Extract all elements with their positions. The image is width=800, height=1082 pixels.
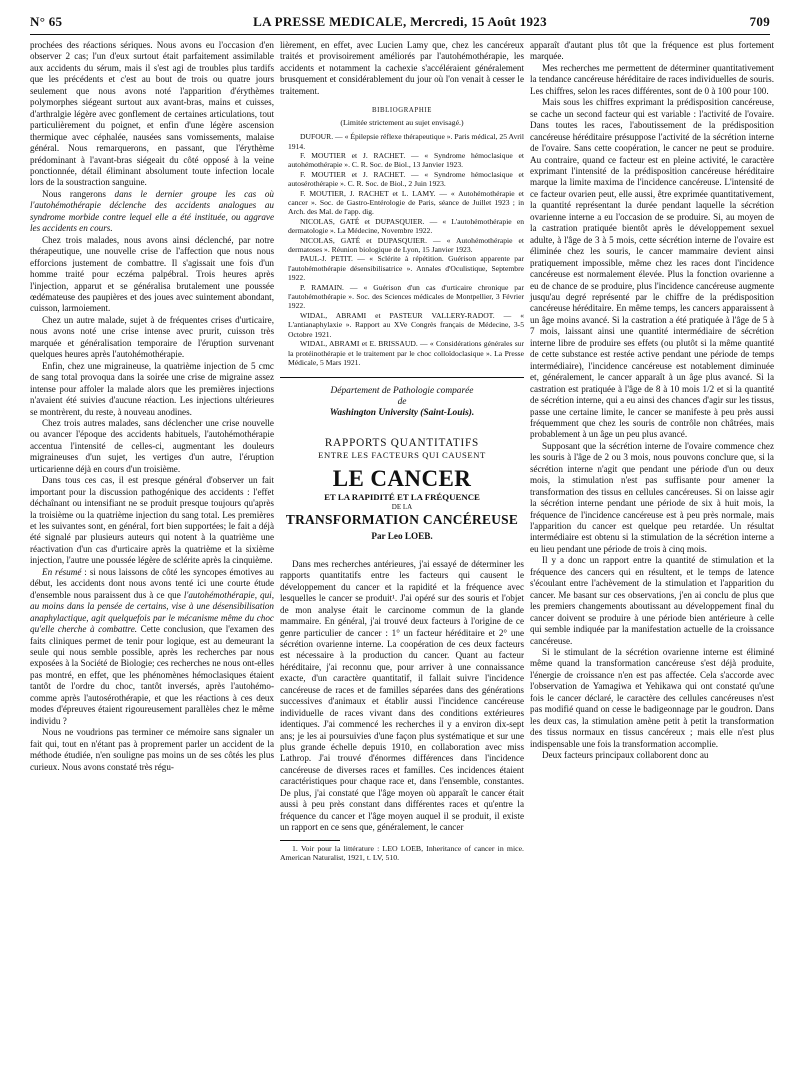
header-rule <box>30 34 770 35</box>
paragraph: Nous ne voudrions pas terminer ce mémoire sans signaler un fait qui, tout en n'étant pas à proprement parler un accident de la méthode étudiée, n'en souligne pas moins un de ses côtés les plus curieux. Nous avons constaté très régu- <box>30 727 274 772</box>
bibliography-entry: WIDAL, ABRAMI et E. BRISSAUD. — « Considérations générales sur la protéinothérapie et le traitement par le choc colloïdoclasique ». La Presse Médicale, 5 Mars 1921. <box>288 339 524 367</box>
bibliography-entry: NICOLAS, GATÉ et DUPASQUIER. — « L'autohémothérapie en dermatologie ». La Médecine, Novembre 1922. <box>288 216 524 236</box>
paragraph: Mes recherches me permettent de déterminer quantitativement la tendance cancéreuse héréditaire de races individuelles de souris. Les chiffres, selon les races différentes, sont de 0 à 100 pour 100. <box>530 62 774 96</box>
article-title-line: ET LA RAPIDITÉ ET LA FRÉQUENCE <box>324 492 480 503</box>
bibliography-entry: F. MOUTIER et J. RACHET. — « Syndrome hémoclasique et autohémothérapie ». C. R. Soc. de Biol., 13 Janvier 1923. <box>288 150 524 170</box>
article-author: Par Leo LOEB. <box>371 531 433 542</box>
bibliography-title: BIBLIOGRAPHIE <box>372 107 432 115</box>
article-title-line: RAPPORTS QUANTITATIFS <box>324 437 480 450</box>
bibliography-entry: F. MOUTIER, J. RACHET et L. LAMY. — « Autohémothérapie et cancer ». Soc. de Gastro-Entérologie de Paris, séance de Juillet 1923 ; in Arch. des Mal. de l'app. dig. <box>288 188 524 217</box>
department-heading <box>280 386 524 419</box>
footnote-rule <box>280 840 340 841</box>
column-2 <box>280 40 524 862</box>
department-line: Département de Pathologie comparée <box>330 386 474 397</box>
department-line: Washington University (Saint-Louis). <box>329 408 475 419</box>
bibliography-entry: F. MOUTIER et J. RACHET. — « Syndrome hémoclasique et autosérothérapie ». C. R. Soc. de Biol., 2 Juin 1923. <box>288 169 524 189</box>
italic-run: En résumé <box>42 566 82 577</box>
text-run: Cette conclusion, que l'examen des faits cliniques permet de tenir pour logique, est au demeurant la seule qui nous semble possible, après les recherches par nous exposées à la Société de Biologie; ces recherches ne nous ont-elles pas montré, en effet, que les phénomènes hémoclasiques étaient tantôt de l'ordre du choc, tantôt inversés, après l'autohémo- comme après l'autosérothérapie, et que les réactions à ces deux modes d'épreuves étaient rigoureusement parallèles chez le même individu ? <box>30 624 275 726</box>
italic-run: dans le dernier groupe les cas où l'autohémothérapie déclenche des accidents analogues au syndrome morbide contre lequel elle a été instituée, ou aggrave les accidents en cours. <box>30 188 274 234</box>
footnote: 1. Voir pour la littérature : LEO LOEB, Inheritance of cancer in mice. American Naturalist, 1921, t. LV, 510. <box>280 843 524 863</box>
bibliography-subtitle: (Limitée strictement au sujet envisagé.) <box>340 117 464 127</box>
bibliography-entry: WIDAL, ABRAMI et PASTEUR VALLERY-RADOT. — « L'antianaphylaxie ». Rapport au XVe Congrès français de Médecine, 3-5 Octobre 1921. <box>288 310 524 339</box>
article-title-line: DE LA <box>391 503 413 512</box>
journal-title: LA PRESSE MEDICALE, Mercredi, 15 Août 1923 <box>253 14 547 29</box>
paragraph: Il y a donc un rapport entre la quantité de stimulation et la fréquence des cancers qui en résultent, et le temps de latence s'écoulant entre l'achèvement de la stimulation et l'apparition du cancer. Me basant sur ces observations, j'en ai conclu de plus que les premiers changements aboutissant au développement final du cancer doivent se produire à une période bien antérieure à celle qui semble indiquée par la manifestation actuelle de la croissance cancéreuse. <box>530 555 774 646</box>
department-line: de <box>397 397 407 408</box>
article-title-main: LE CANCER <box>332 466 472 492</box>
column-1 <box>30 40 274 773</box>
paragraph: Dans mes recherches antérieures, j'ai essayé de déterminer les rapports quantitatifs entre les facteurs qui causent le développement du cancer et la rapidité et la fréquence avec lesquelles le cancer se produit¹. J'ai opéré sur des souris et l'objet de mon analyse était le carcinome commun de la glande mammaire. En général, j'ai trouvé deux facteurs à l'origine de ce genre particulier de cancer : 1° un facteur héréditaire et 2° une sécrétion ovarienne interne. La coopération de ces deux facteurs est nécessaire à la production du cancer. Quant au facteur héréditaire, j'ai reconnu que, pour arriver à une connaissance exacte, d'un caractère quantitatif, il fallait suivre l'incidence cancéreuse de races et de familles séparées dans des générations successives d'animaux et établir aussi l'incidence cancéreuse individuelle de races vivant dans des conditions extérieures identiques. J'ai commencé les recherches il y a environ dix-sept ans; je les ai poursuivies d'une façon plus systématique et sur une plus grande échelle depuis 1910, en collaboration avec miss Lathrop. J'ai trouvé d'énormes différences dans l'incidence cancéreuse de diverses races et familles. Ces incidences étaient caractéristiques pour chaque race et, dans l'ensemble, constantes. De plus, j'ai constaté que l'âge moyen où apparaît le cancer était aussi à peu près constant dans différentes races et qu'entre la fréquence du cancer et l'âge moyen auquel il se produit, il existe un rapport en ce sens que, généralement, le cancer <box>280 558 524 833</box>
paragraph: Deux facteurs principaux collaborent donc au <box>542 750 709 761</box>
text-run: : si nous laissons de côté les syncopes émotives au début, les accidents dont nous avons tenté ici une courte étude d'ensemble nous paraissent dus à ce que <box>30 566 274 600</box>
page-header <box>30 14 770 36</box>
italic-run: l'autohémothérapie, qui, au moins dans la pensée de certains, vise à une désensibilisation anaphylactique, agit quelquefois par le mécanisme même du choc qu'elle cherche à combattre. <box>30 589 274 635</box>
bibliography-entry: NICOLAS, GATÉ et DUPASQUIER. — « Autohémothérapie et dermatoses ». Réunion biologique de Lyon, 15 Janvier 1923. <box>288 235 524 255</box>
article-title-line: ENTRE LES FACTEURS QUI CAUSENT <box>318 450 486 461</box>
paragraph <box>30 567 274 727</box>
page-number: 709 <box>749 14 770 29</box>
paragraph <box>30 189 274 235</box>
paragraph: prochées des réactions sériques. Nous avons eu l'occasion d'en observer 2 cas; l'un d'eux surtout était parfaitement assimilable aux accidents du sérum, mais il s'est agi de troubles plus tardifs que les précédents et c'est au bout de trois ou quatre jours seulement que nous avons noté l'apparition d'érythèmes polymorphes siégeant surtout aux avant-bras, mains et cuisses, d'arthralgie légère avec gonflement de certaines articulations, tout particulièrement du poignet, et enfin d'une légère ascension thermique avec céphalée, nausées sans vomissements, malaise général. Nous remarquerons, en passant, que l'érythème prédominant à l'avant-bras siégeait du côté opposé à la veine ponctionnée, détail éliminant absolument toute infection locale lors de la soustraction sanguine. <box>30 40 274 188</box>
paragraph: Supposant que la sécrétion interne de l'ovaire commence chez les souris à l'âge de 2 ou 3 mois, nous pouvons conclure que, si la sécrétion interne n'agit que pendant une période d'un ou deux mois, la stimulation n'est pas suffisante pour amener la transformation des tissus en cellules cancéreuses. Si on laisse agir la sécrétion interne pendant une période de six à huit mois, la fréquence de l'incidence cancéreuse est à peu près normale, mais l'apparition du cancer est quelque peu retardée. Un résultat intermédiaire est obtenu si la stimulation de la sécrétion interne a eu lieu pendant une période de trois à cinq mois. <box>530 440 774 554</box>
paragraph: Si le stimulant de la sécrétion ovarienne interne est éliminé même quand la transformation cancéreuse s'est déjà produite, l'énergie de croissance n'en est pas affectée. Cela s'accorde avec l'observation de Yamagiwa et Yehikawa qui ont constaté qu'une fois le cancer déclaré, le caractère des cellules cancéreuses n'est pas modifié quand on cesse le badigeonnage par le goudron. Dans les deux cas, la stimulation amène petit à petit la transformation des tissus normaux en tissus cancéreux ; mais elle n'est plus indispensable une fois la transformation accomplie. <box>530 647 774 749</box>
text-run: Nous rangerons <box>42 188 106 199</box>
paragraph: Enfin, chez une migraineuse, la quatrième injection de 5 cmc de sang total provoqua dans la soirée une crise de migraine assez intense pour affoler la malade alors que les premières injections n'avaient été suivies d'aucune réaction. Les injections ultérieures se montrèrent, du reste, à nouveau anodines. <box>30 360 274 417</box>
paragraph: Mais sous les chiffres exprimant la prédisposition cancéreuse, se cache un second facteur qui est variable : l'activité de l'ovaire. Dans toutes les races, l'aboutissement de la prédisposition cancéreuse héréditaire présuppose l'activité de la sécrétion interne de l'ovaire. Sans cette coopération, le cancer ne peut se produire. Au contraire, quand ce facteur est en pleine activité, le caractère exprimant l'intensité de la prédisposition cancéreuse héréditaire marque la limite maxima de l'incidence cancéreuse. L'intensité de ce facteur ovarien peut, elle aussi, être exprimée quantitativement, la quantité représentant la durée pendant laquelle la sécrétion ovarienne interne a eu l'occasion de se produire. Si, au moyen de la castration pratiquée bientôt après le développement sexuel adulte, à l'âge de 3 à 5 mois, cette sécrétion interne de l'ovaire est éliminée chez les souris, le cancer mammaire devient ainsi pratiquement impossible, même chez les races dont l'incidence cancéreuse est normalement élevée. Plus la fonction ovarienne a eu de chance de se produire, plus l'incidence cancéreuse augmente jusqu'au degré représenté par le chiffre de la prédisposition cancéreuse héréditaire. En même temps, les cancers apparaissent à un âge moins avancé. Si la castration a été pratiquée à l'âge de 5 à 7 mois, laissant ainsi une quantité intermédiaire de sécrétion interne libre de produire ses effets (ou plutôt si la même quantité de cette substance est restée active pendant une période de temps intermédiaire), l'incidence cancéreuse est notablement diminuée et, généralement, le cancer apparaît à un âge plus avancé. Si la castration est pratiquée à l'âge de 8 à 10 mois 1/2 et si la quantité de sécrétion interne, qui a eu ainsi des chances d'agir sur les tissus, passe une certaine limite, le cancer se manifeste à peu près aussi fréquemment que chez les souris de contrôle non châtrées, mais probablement à un âge un peu plus avancé. <box>530 97 774 440</box>
column-3 <box>530 40 774 762</box>
paragraph: Chez trois autres malades, sans déclencher une crise nouvelle ou avancer l'époque des accidents habituels, l'autohémothérapie accentua l'intensité de celles-ci, augmentant les douleurs migraineuses d'un sujet, les vertiges d'un autre, l'éruption urticarienne déjà en cours d'un troisième. <box>30 417 274 474</box>
section-divider <box>280 377 524 378</box>
article-title-line: TRANSFORMATION CANCÉREUSE <box>285 512 519 528</box>
paragraph: apparaît d'autant plus tôt que la fréquence est plus fortement marquée. <box>530 40 774 62</box>
paragraph: Chez trois malades, nous avons ainsi déclenché, par notre thérapeutique, une nouvelle crise de l'affection que nous nous efforcions justement de combattre. Il s'agissait une fois d'un homme traité pour eczéma palpébral. Trois heures après l'injection, apparut et se généralisa brutalement une poussée œdémateuse des paupières et des joues avec suintement abondant, cuisson, larmoiement. <box>30 234 274 314</box>
paragraph: Chez un autre malade, sujet à de fréquentes crises d'urticaire, nous avons noté une crise intense avec prurit, cuisson très marquée et généralisation temporaire de l'éruption survenant quelques heures après l'autohémothérapie. <box>30 314 274 360</box>
issue-number: N° 65 <box>30 14 63 29</box>
bibliography-entry: PAUL-J. PETIT. — « Sclérite à répétition. Guérison apparente par l'autohémothérapie désensibilisatrice ». Annales d'Oculistique, Septembre 1922. <box>288 254 524 283</box>
paragraph: lièrement, en effet, avec Lucien Lamy que, chez les cancéreux traités et provisoirement améliorés par l'autohémothérapie, les accidents et notamment la cachexie s'accéléraient généralement brusquement et considérablement du jour où l'on venait à cesser le traitement. <box>280 40 524 96</box>
bibliography-entry: P. RAMAIN. — « Guérison d'un cas d'urticaire chronique par l'autohémothérapie ». Soc. des Sciences médicales de Montpellier, 3 Février 1922. <box>288 282 524 311</box>
paragraph: Dans tous ces cas, il est presque général d'observer un fait important pour la discussion pathogénique des accidents : l'effet déchaînant ou intensifiant ne se produit presque toujours qu'après la troisième ou la quatrième injection du sang total. Les premières et les suivantes sont, en général, fort bien supportées; le fait a déjà été signalé par plusieurs auteurs qui notent à la quatrième une réactivation d'un cas d'urticaire après la quatrième et la sixième injection, l'autre une poussée légère de sclérite après la cinquième. <box>30 475 274 566</box>
bibliography-entry: DUFOUR. — « Épilepsie réflexe thérapeutique ». Paris médical, 25 Avril 1914. <box>288 132 524 151</box>
